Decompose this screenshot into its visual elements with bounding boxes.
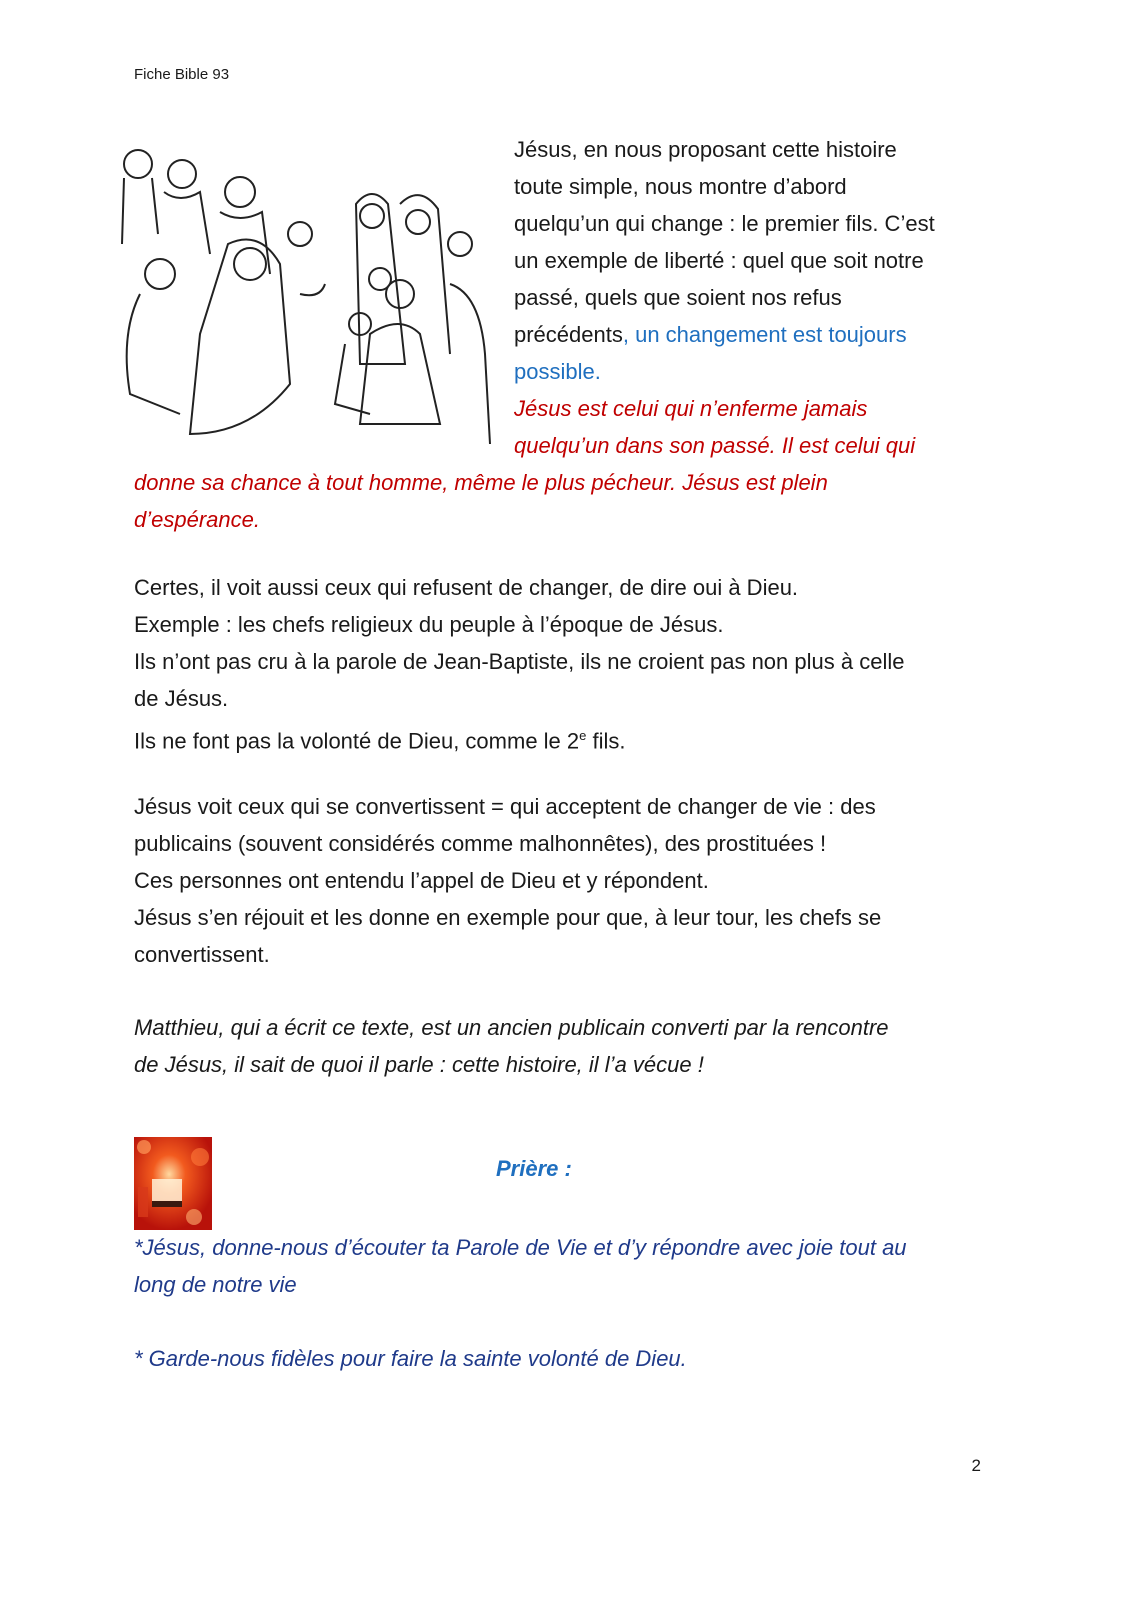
intro-text: précédents	[514, 322, 623, 347]
prayer-line: *Jésus, donne-nous d’écouter ta Parole de Vie et d’y répondre avec joie tout au	[134, 1235, 907, 1260]
paragraph-conversion	[134, 788, 994, 973]
intro-line: un exemple de liberté : quel que soit notre	[514, 248, 924, 273]
intro-line: Jésus, en nous proposant cette histoire	[514, 137, 897, 162]
paragraph-line: Jésus voit ceux qui se convertissent = qui acceptent de changer de vie : des	[134, 794, 876, 819]
paragraph-line: Exemple : les chefs religieux du peuple à l’époque de Jésus.	[134, 612, 724, 637]
prayer-paragraph-2: * Garde-nous fidèles pour faire la sainte volonté de Dieu.	[134, 1346, 687, 1371]
paragraph-refusal	[134, 569, 994, 759]
page-header: Fiche Bible 93	[134, 66, 230, 83]
paragraph-line: de Jésus.	[134, 686, 229, 711]
emphasis-text: d’espérance.	[134, 507, 260, 532]
paragraph-line: Jésus s’en réjouit et les donne en exemple pour que, à leur tour, les chefs se	[134, 905, 882, 930]
paragraph-line: Ces personnes ont entendu l’appel de Dieu et y répondent.	[134, 868, 709, 893]
prayer-line: long de notre vie	[134, 1272, 297, 1297]
paragraph-line: de Jésus, il sait de quoi il parle : cette histoire, il l’a vécue !	[134, 1052, 704, 1077]
page-number: 2	[971, 1456, 981, 1475]
emphasis-text: Jésus est celui qui n’enferme jamais	[514, 396, 868, 421]
intro-line: passé, quels que soient nos refus	[514, 285, 842, 310]
intro-line-mixed	[134, 316, 994, 353]
prayer-title: Prière :	[496, 1156, 572, 1181]
paragraph-text: fils.	[586, 728, 626, 754]
emphasis-text: donne sa chance à tout homme, même le plus pécheur. Jésus est plein	[134, 470, 828, 495]
paragraph-text: Ils ne font pas la volonté de Dieu, comme le 2	[134, 728, 580, 754]
intro-paragraph	[134, 131, 994, 538]
paragraph-line: Certes, il voit aussi ceux qui refusent de changer, de dire oui à Dieu.	[134, 575, 799, 600]
intro-line: quelqu’un qui change : le premier fils. C’est	[514, 211, 935, 236]
paragraph-line	[134, 717, 994, 759]
emphasis-text: quelqu’un dans son passé. Il est celui qui	[514, 433, 916, 458]
highlight-text: , un changement est toujours	[622, 322, 907, 347]
paragraph-line: publicains (souvent considérés comme malhonnêtes), des prostituées !	[134, 831, 827, 856]
candle-image	[134, 1137, 212, 1230]
paragraph-line: Ils n’ont pas cru à la parole de Jean-Baptiste, ils ne croient pas non plus à celle	[134, 649, 905, 674]
highlight-text: possible.	[514, 359, 601, 384]
superscript: e	[579, 728, 587, 743]
paragraph-matthew	[134, 1009, 994, 1083]
paragraph-line: convertissent.	[134, 942, 270, 967]
prayer-paragraph-1	[134, 1229, 994, 1303]
paragraph-line: Matthieu, qui a écrit ce texte, est un ancien publicain converti par la rencontre	[134, 1015, 889, 1040]
intro-line: toute simple, nous montre d’abord	[514, 174, 847, 199]
